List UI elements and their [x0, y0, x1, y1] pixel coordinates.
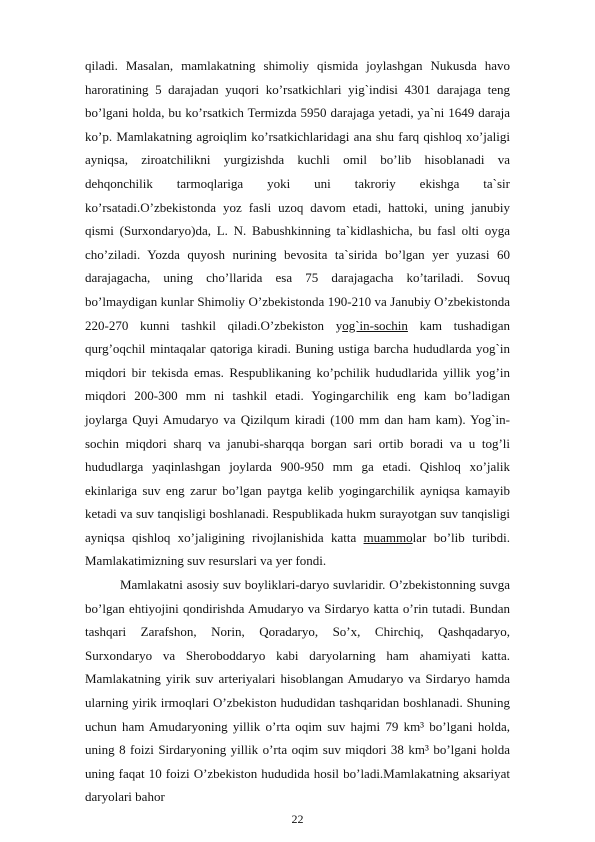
document-page	[85, 54, 510, 809]
link-muammo[interactable]: muammo	[363, 529, 413, 545]
paragraph-climate-text-2: kam tushadigan qurg’oqchil mintaqalar qatoriga kiradi. Buning ustiga barcha hududlarda yog`in miqdori bir tekisda emas. Respublikaning ko’pchilik hududlarida yillik yog’in miqdori 200-300 mm ni tashkil etadi. Yogingarchilik eng kam bo’ladigan joylarga Quyi Amudaryo va Qizilqum kiradi (100 mm dan ham kam). Yog`in-sochin miqdori sharq va janubi-sharqqa borgan sari ortib boradi va u tog’li hududlarga yaqinlashgan joylarda 900-950 mm ga etadi. Qishloq xo’jalik ekinlariga suv eng zarur bo’lgan paytga kelib yogingarchilik ayniqsa kamayib ketadi va suv tanqisligi boshlanadi. Respublikada hukm surayotgan suv tanqisligi ayniqsa qishloq xo’jaligining rivojlanishida katta	[85, 317, 510, 545]
paragraph-climate-text-1: qiladi. Masalan, mamlakatning shimoliy qismida joylashgan Nukusda havo haroratining 5 darajadan yuqori ko’rsatkichlari yig`indisi 4301 darajaga teng bo’lgani holda, bu ko’rsatkich Termizda 5950 darajaga yetadi, ya`ni 1649 daraja ko’p. Mamlakatning agroiqlim ko’rsatkichlaridagi ana shu farq qishloq xo’jaligi ayniqsa, ziroatchilikni yurgizishda kuchli omil bo’lib hisoblanadi va dehqonchilik tarmoqlariga yoki uni takroriy ekishga ta`sir ko’rsatadi.O’zbekistonda yoz fasli uzoq davom etadi, hattoki, uning janubiy qismi (Surxondaryo)da, L. N. Babushkinning ta`kidlashicha, bu fasl olti oyga cho’ziladi. Yozda quyosh nurining bevosita ta`sirida bo’lgan yer yuzasi 60 darajagacha, uning cho’llarida esa 75 darajagacha ko’tariladi. Sovuq bo’lmaydigan kunlar Shimoliy O’zbekistonda 190-210 va Janubiy O’zbekistonda 220-270 kunni tashkil qiladi.O’zbekiston y	[85, 58, 510, 333]
paragraph-climate-text-3: lar bo’lib turibdi. Mamlakatimizning suv resurslari va yer fondi.	[85, 529, 510, 569]
page-number: 22	[291, 812, 304, 826]
link-yogin-sochin[interactable]: og`in-sochin	[342, 317, 408, 333]
paragraph-climate	[85, 54, 510, 573]
paragraph-water-resources: Mamlakatni asosiy suv boyliklari-daryo suvlaridir. O’zbekistonning suvga bo’lgan ehtiyojini qondirishda Amudaryo va Sirdaryo katta o’rin tutadi. Bundan tashqari Zarafshon, Norin, Qoradaryo, So’x, Chirchiq, Qashqadaryo, Surxondaryo va Sheroboddaryo kabi daryolarning ham ahamiyati katta. Mamlakatning yirik suv arteriyalari hisoblangan Amudaryo va Sirdaryo hamda ularning yirik irmoqlari O’zbekiston hududidan tashqaridan boshlanadi. Shuning uchun ham Amudaryoning yillik o’rta oqim suv hajmi 79 km³ bo’lgani holda, uning 8 foizi Sirdaryoning yillik o’rta oqim suv miqdori 38 km³ bo’lgani holda uning faqat 10 foizi O’zbekiston hududida hosil bo’ladi.Mamlakatning aksariyat daryolari bahor	[85, 577, 510, 805]
